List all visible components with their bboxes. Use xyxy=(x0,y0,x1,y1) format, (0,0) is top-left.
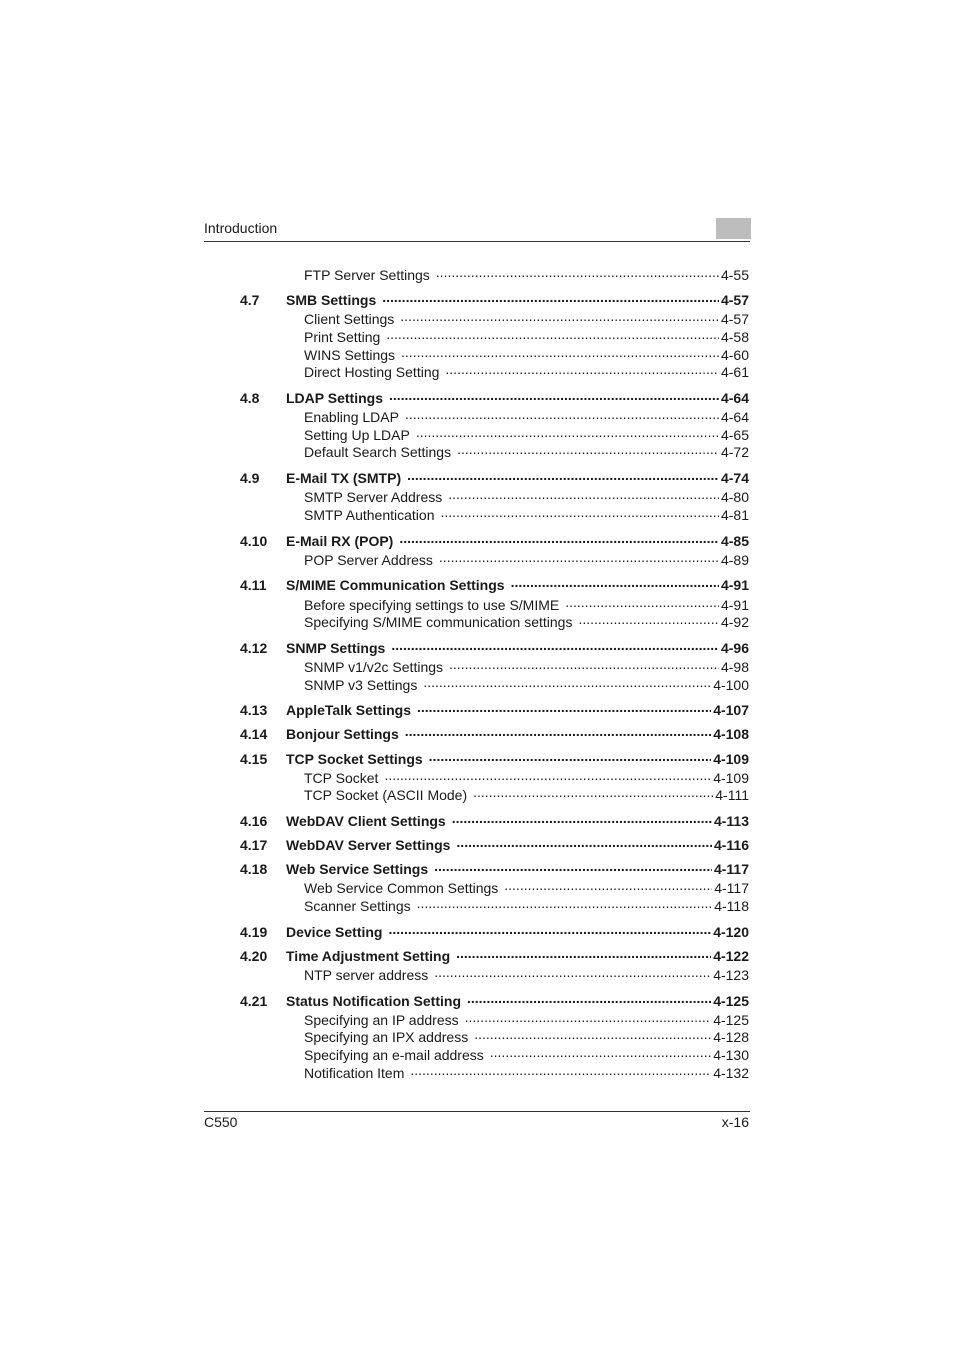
toc-section-number: 4.15 xyxy=(240,751,268,767)
toc-page-number: 4-100 xyxy=(713,677,749,693)
toc-section-number: 4.13 xyxy=(240,702,268,718)
toc-subsection-entry[interactable] xyxy=(304,310,749,328)
toc-section-number: 4.17 xyxy=(240,837,268,853)
toc-section-entry[interactable] xyxy=(240,725,749,743)
toc-page-number: 4-123 xyxy=(713,967,749,983)
toc-page-number: 4-65 xyxy=(720,427,749,443)
toc-entry-title: Specifying S/MIME communication settings xyxy=(304,614,573,630)
dot-leader xyxy=(448,488,719,502)
toc-entry-title: E-Mail TX (SMTP) xyxy=(286,470,402,486)
toc-section-entry[interactable] xyxy=(240,923,749,941)
toc-page-number: 4-109 xyxy=(713,751,749,767)
toc-entry-title: WebDAV Client Settings xyxy=(286,813,446,829)
toc-entry-title: FTP Server Settings xyxy=(304,267,430,283)
toc-entry-title: Scanner Settings xyxy=(304,898,411,914)
dot-leader xyxy=(436,266,719,280)
toc-page-number: 4-64 xyxy=(720,390,749,406)
toc-page-number: 4-118 xyxy=(714,898,749,914)
toc-section-number: 4.12 xyxy=(240,640,268,656)
toc-entry-title: Notification Item xyxy=(304,1065,405,1081)
toc-page-number: 4-128 xyxy=(713,1029,749,1045)
toc-section-entry[interactable] xyxy=(240,750,749,768)
toc-page-number: 4-122 xyxy=(713,948,749,964)
toc-entry-title: Web Service Common Settings xyxy=(304,880,499,896)
toc-page-number: 4-125 xyxy=(713,993,749,1009)
dot-leader xyxy=(445,363,719,377)
toc-page-number: 4-108 xyxy=(713,726,749,742)
running-header-title: Introduction xyxy=(204,220,278,236)
dot-leader xyxy=(389,389,719,403)
toc-subsection-entry[interactable] xyxy=(304,658,749,676)
toc-section-entry[interactable] xyxy=(240,532,749,550)
toc-entry-title: Client Settings xyxy=(304,311,395,327)
toc-section-number: 4.9 xyxy=(240,470,260,486)
toc-section-number: 4.11 xyxy=(240,577,267,593)
toc-subsection-entry[interactable] xyxy=(304,1011,749,1029)
toc-page-number: 4-113 xyxy=(713,813,749,829)
dot-leader xyxy=(434,966,711,980)
dot-leader xyxy=(405,725,711,739)
toc-subsection-entry[interactable] xyxy=(304,266,749,284)
dot-leader xyxy=(417,897,713,911)
dot-leader xyxy=(429,750,712,764)
toc-subsection-entry[interactable] xyxy=(304,506,749,524)
dot-leader xyxy=(434,860,712,874)
dot-leader xyxy=(388,923,711,937)
toc-section-number: 4.7 xyxy=(240,292,260,308)
toc-page-number: 4-55 xyxy=(720,267,749,283)
toc-page-number: 4-109 xyxy=(713,770,749,786)
toc-section-number: 4.21 xyxy=(240,993,268,1009)
dot-leader xyxy=(391,639,719,653)
footer-page-number: x-16 xyxy=(721,1114,749,1130)
footer-model: C550 xyxy=(204,1114,238,1130)
toc-page-number: 4-57 xyxy=(720,292,749,308)
toc-subsection-entry[interactable] xyxy=(304,1046,749,1064)
dot-leader xyxy=(490,1046,711,1060)
toc-page-number: 4-57 xyxy=(720,311,749,327)
toc-page-number: 4-111 xyxy=(715,787,749,803)
toc-page-number: 4-132 xyxy=(713,1065,749,1081)
header-tab-box xyxy=(716,218,751,239)
toc-section-entry[interactable] xyxy=(240,469,749,487)
dot-leader xyxy=(565,596,719,610)
toc-subsection-entry[interactable] xyxy=(304,426,749,444)
toc-entry-title: S/MIME Communication Settings xyxy=(286,577,505,593)
toc-page-number: 4-92 xyxy=(720,614,749,630)
toc-entry-title: Device Setting xyxy=(286,924,383,940)
dot-leader xyxy=(423,676,711,690)
dot-leader xyxy=(456,836,712,850)
toc-page-number: 4-61 xyxy=(720,364,749,380)
dot-leader xyxy=(384,769,711,783)
toc-entry-title: WebDAV Server Settings xyxy=(286,837,451,853)
toc-entry-title: Status Notification Setting xyxy=(286,993,461,1009)
dot-leader xyxy=(449,658,719,672)
toc-entry-title: Direct Hosting Setting xyxy=(304,364,440,380)
toc-page-number: 4-120 xyxy=(713,924,749,940)
toc-entry-title: E-Mail RX (POP) xyxy=(286,533,394,549)
toc-subsection-entry[interactable] xyxy=(304,676,749,694)
toc-subsection-entry[interactable] xyxy=(304,596,749,614)
toc-entry-title: TCP Socket (ASCII Mode) xyxy=(304,787,468,803)
toc-page-number: 4-74 xyxy=(720,470,749,486)
toc-subsection-entry[interactable] xyxy=(304,769,749,787)
dot-leader xyxy=(417,701,711,715)
toc-subsection-entry[interactable] xyxy=(304,551,749,569)
toc-entry-title: WINS Settings xyxy=(304,347,396,363)
toc-page-number: 4-64 xyxy=(720,409,749,425)
toc-page-number: 4-98 xyxy=(720,659,749,675)
toc-page-number: 4-116 xyxy=(713,837,749,853)
toc-page-number: 4-85 xyxy=(720,533,749,549)
toc-section-number: 4.8 xyxy=(240,390,260,406)
toc-page-number: 4-89 xyxy=(720,552,749,568)
toc-section-number: 4.19 xyxy=(240,924,268,940)
toc-entry-title: LDAP Settings xyxy=(286,390,383,406)
toc-section-entry[interactable] xyxy=(240,639,749,657)
toc-entry-title: SNMP Settings xyxy=(286,640,386,656)
toc-page-number: 4-117 xyxy=(714,880,749,896)
toc-section-entry[interactable] xyxy=(240,291,749,309)
toc-page-number: 4-60 xyxy=(720,347,749,363)
toc-entry-title: SMTP Authentication xyxy=(304,507,435,523)
toc-section-entry[interactable] xyxy=(240,701,749,719)
toc-subsection-entry[interactable] xyxy=(304,1064,749,1082)
dot-leader xyxy=(382,291,719,305)
toc-section-entry[interactable] xyxy=(240,860,749,878)
toc-page-number: 4-130 xyxy=(713,1047,749,1063)
toc-subsection-entry[interactable] xyxy=(304,897,749,915)
toc-section-number: 4.20 xyxy=(240,948,268,964)
toc-entry-title: NTP server address xyxy=(304,967,429,983)
toc-entry-title: Default Search Settings xyxy=(304,444,452,460)
toc-page-number: 4-72 xyxy=(720,444,749,460)
dot-leader xyxy=(407,469,719,483)
toc-page-number: 4-91 xyxy=(720,577,749,593)
dot-leader xyxy=(401,346,719,360)
header-rule xyxy=(204,241,750,242)
toc-subsection-entry[interactable] xyxy=(304,363,749,381)
dot-leader xyxy=(452,812,712,826)
dot-leader xyxy=(399,532,719,546)
dot-leader xyxy=(457,443,719,457)
dot-leader xyxy=(504,879,712,893)
dot-leader xyxy=(440,506,718,520)
toc-entry-title: SNMP v3 Settings xyxy=(304,677,418,693)
toc-section-entry[interactable] xyxy=(240,576,749,594)
toc-section-number: 4.18 xyxy=(240,861,268,877)
toc-page-number: 4-91 xyxy=(720,597,749,613)
toc-entry-title: Specifying an IPX address xyxy=(304,1029,469,1045)
toc-section-number: 4.10 xyxy=(240,533,268,549)
toc-subsection-entry[interactable] xyxy=(304,328,749,346)
dot-leader xyxy=(386,328,719,342)
toc-subsection-entry[interactable] xyxy=(304,443,749,461)
dot-leader xyxy=(439,551,719,565)
toc-entry-title: SMB Settings xyxy=(286,292,377,308)
toc-entry-title: Bonjour Settings xyxy=(286,726,399,742)
toc-subsection-entry[interactable] xyxy=(304,488,749,506)
toc-subsection-entry[interactable] xyxy=(304,613,749,631)
dot-leader xyxy=(405,408,719,422)
toc-page-number: 4-117 xyxy=(713,861,749,877)
toc-entry-title: SMTP Server Address xyxy=(304,489,443,505)
toc-subsection-entry[interactable] xyxy=(304,1028,749,1046)
dot-leader xyxy=(578,613,719,627)
toc-section-number: 4.14 xyxy=(240,726,268,742)
toc-page-number: 4-80 xyxy=(720,489,749,505)
toc-entry-title: Time Adjustment Setting xyxy=(286,948,451,964)
dot-leader xyxy=(456,947,711,961)
toc-page-number: 4-81 xyxy=(720,507,749,523)
toc-section-entry[interactable] xyxy=(240,992,749,1010)
toc-entry-title: POP Server Address xyxy=(304,552,433,568)
toc-section-number: 4.16 xyxy=(240,813,268,829)
toc-section-entry[interactable] xyxy=(240,836,749,854)
toc-entry-title: Web Service Settings xyxy=(286,861,429,877)
toc-entry-title: TCP Socket Settings xyxy=(286,751,423,767)
toc-entry-title: Setting Up LDAP xyxy=(304,427,410,443)
toc-page-number: 4-58 xyxy=(720,329,749,345)
toc-entry-title: Enabling LDAP xyxy=(304,409,399,425)
dot-leader xyxy=(410,1064,711,1078)
toc-entry-title: SNMP v1/v2c Settings xyxy=(304,659,444,675)
toc-entry-title: Before specifying settings to use S/MIME xyxy=(304,597,560,613)
dot-leader xyxy=(473,786,713,800)
toc-subsection-entry[interactable] xyxy=(304,879,749,897)
toc-entry-title: TCP Socket xyxy=(304,770,379,786)
toc-entry-title: Specifying an IP address xyxy=(304,1012,459,1028)
dot-leader xyxy=(416,426,719,440)
toc-entry-title: Print Setting xyxy=(304,329,381,345)
toc-section-entry[interactable] xyxy=(240,389,749,407)
footer-rule xyxy=(204,1111,750,1112)
toc-entry-title: Specifying an e-mail address xyxy=(304,1047,484,1063)
toc-section-entry[interactable] xyxy=(240,947,749,965)
dot-leader xyxy=(465,1011,712,1025)
dot-leader xyxy=(511,576,719,590)
toc-subsection-entry[interactable] xyxy=(304,346,749,364)
toc-subsection-entry[interactable] xyxy=(304,966,749,984)
toc-entry-title: AppleTalk Settings xyxy=(286,702,411,718)
toc-subsection-entry[interactable] xyxy=(304,408,749,426)
dot-leader xyxy=(474,1028,711,1042)
toc-section-entry[interactable] xyxy=(240,812,749,830)
dot-leader xyxy=(400,310,719,324)
toc-page-number: 4-96 xyxy=(720,640,749,656)
dot-leader xyxy=(467,992,711,1006)
toc-subsection-entry[interactable] xyxy=(304,786,749,804)
toc-page-number: 4-107 xyxy=(713,702,749,718)
toc-page-number: 4-125 xyxy=(713,1012,749,1028)
